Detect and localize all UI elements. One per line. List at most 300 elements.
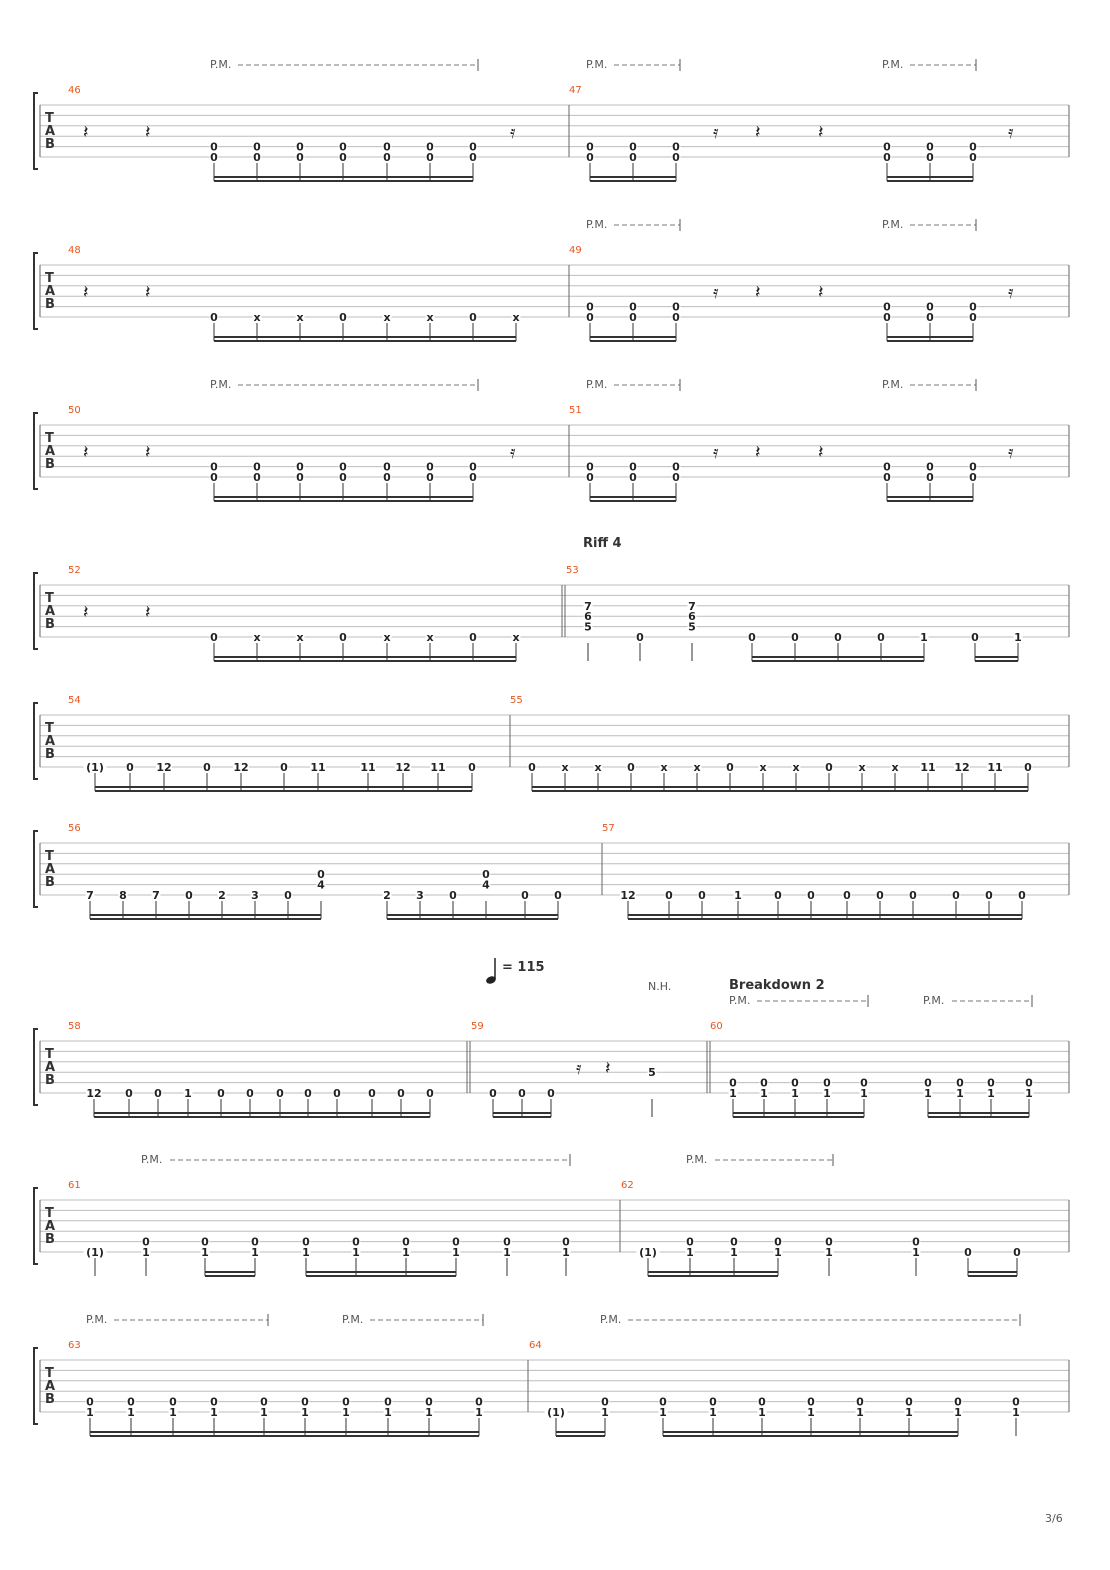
fret-number: 12 bbox=[86, 1087, 102, 1100]
fret-number: 0 bbox=[246, 1087, 254, 1100]
fret-number: 0 bbox=[726, 761, 734, 774]
palm-mute-label: P.M. bbox=[600, 1313, 622, 1326]
fret-number: 1 bbox=[912, 1246, 920, 1259]
dead-note: x bbox=[561, 761, 569, 774]
fret-number: 3 bbox=[416, 889, 424, 902]
quarter-rest-icon: 𝄽 bbox=[83, 122, 89, 143]
fret-number: 0 bbox=[317, 868, 325, 882]
dead-note: x bbox=[426, 311, 434, 324]
fret-number: 0 bbox=[636, 631, 644, 644]
fret-number: 0 bbox=[987, 1076, 995, 1090]
fret-number: 0 bbox=[304, 1087, 312, 1100]
system-bracket bbox=[34, 93, 38, 169]
tab-clef-letter: T bbox=[45, 591, 54, 606]
fret-number: 0 bbox=[825, 761, 833, 774]
measure-number: 46 bbox=[68, 85, 81, 96]
sixteenth-rest-icon: 𝄿 bbox=[713, 442, 719, 463]
fret-number: 0 bbox=[253, 140, 261, 154]
fret-number: 1 bbox=[987, 1087, 995, 1100]
sixteenth-rest-icon: 𝄿 bbox=[1008, 282, 1014, 303]
system-bracket bbox=[34, 413, 38, 489]
fret-number: 1 bbox=[956, 1087, 964, 1100]
fret-number: 0 bbox=[856, 1395, 864, 1409]
system-bracket bbox=[34, 831, 38, 907]
fret-number: 7 bbox=[584, 599, 592, 613]
fret-number: 0 bbox=[926, 140, 934, 154]
dead-note: x bbox=[512, 631, 520, 644]
tab-clef-letter: B bbox=[45, 1232, 55, 1247]
fret-number: 1 bbox=[452, 1246, 460, 1259]
fret-number: 0 bbox=[253, 151, 261, 164]
system-bracket bbox=[34, 703, 38, 779]
sixteenth-rest-icon: 𝄿 bbox=[1008, 122, 1014, 143]
fret-number: 2 bbox=[218, 889, 226, 902]
quarter-rest-icon: 𝄽 bbox=[83, 282, 89, 303]
fret-number: 0 bbox=[426, 151, 434, 164]
fret-number: 0 bbox=[791, 1076, 799, 1090]
measure-number: 47 bbox=[569, 85, 582, 96]
dead-note: x bbox=[512, 311, 520, 324]
fret-number: 1 bbox=[384, 1406, 392, 1419]
fret-number: 0 bbox=[185, 889, 193, 902]
palm-mute-label: P.M. bbox=[210, 378, 232, 391]
fret-number: 6 bbox=[584, 610, 592, 624]
fret-number: 0 bbox=[985, 889, 993, 902]
fret-number: 0 bbox=[758, 1395, 766, 1409]
fret-number: 1 bbox=[856, 1406, 864, 1419]
fret-number: 0 bbox=[339, 151, 347, 164]
fret-number: 0 bbox=[969, 311, 977, 324]
fret-number: 0 bbox=[125, 1087, 133, 1100]
dead-note: x bbox=[792, 761, 800, 774]
fret-number: 0 bbox=[547, 1087, 555, 1100]
fret-number: 1 bbox=[169, 1406, 177, 1419]
fret-number: 0 bbox=[629, 471, 637, 484]
fret-number: 0 bbox=[586, 460, 594, 474]
fret-number: 0 bbox=[468, 761, 476, 774]
fret-number: 1 bbox=[342, 1406, 350, 1419]
fret-number: 0 bbox=[1025, 1076, 1033, 1090]
fret-number: 0 bbox=[627, 761, 635, 774]
fret-number: 0 bbox=[909, 889, 917, 902]
fret-number: 0 bbox=[971, 631, 979, 644]
system-bracket bbox=[34, 253, 38, 329]
fret-number: 0 bbox=[672, 300, 680, 314]
fret-number: 0 bbox=[296, 140, 304, 154]
fret-number: 0 bbox=[672, 311, 680, 324]
tab-clef-letter: T bbox=[45, 111, 54, 126]
fret-number: 0 bbox=[969, 471, 977, 484]
fret-number: 5 bbox=[688, 620, 696, 634]
staff-system bbox=[34, 218, 1069, 341]
fret-number: 0 bbox=[426, 1087, 434, 1100]
quarter-rest-icon: 𝄽 bbox=[145, 602, 151, 623]
palm-mute-label: P.M. bbox=[882, 378, 904, 391]
fret-number: 0 bbox=[883, 151, 891, 164]
fret-number: 0 bbox=[352, 1235, 360, 1249]
fret-number: 4 bbox=[317, 878, 325, 892]
fret-number: (1) bbox=[86, 761, 104, 774]
fret-number: 0 bbox=[969, 300, 977, 314]
fret-number: 0 bbox=[296, 151, 304, 164]
fret-number: 0 bbox=[449, 889, 457, 902]
fret-number: 1 bbox=[905, 1406, 913, 1419]
quarter-rest-icon: 𝄽 bbox=[145, 282, 151, 303]
fret-number: 0 bbox=[825, 1235, 833, 1249]
fret-number: 0 bbox=[126, 761, 134, 774]
palm-mute-label: P.M. bbox=[141, 1153, 163, 1166]
fret-number: 4 bbox=[482, 878, 490, 892]
tab-clef-letter: B bbox=[45, 617, 55, 632]
fret-number: 0 bbox=[883, 460, 891, 474]
measure-number: 49 bbox=[569, 245, 582, 256]
fret-number: 1 bbox=[954, 1406, 962, 1419]
sixteenth-rest-icon: 𝄿 bbox=[713, 122, 719, 143]
fret-number: 0 bbox=[383, 151, 391, 164]
sixteenth-rest-icon: 𝄿 bbox=[1008, 442, 1014, 463]
fret-number: 0 bbox=[210, 311, 218, 324]
fret-number: 12 bbox=[233, 761, 249, 774]
fret-number: 0 bbox=[883, 140, 891, 154]
staff-system bbox=[34, 1153, 1069, 1276]
fret-number: 0 bbox=[475, 1395, 483, 1409]
fret-number: 1 bbox=[302, 1246, 310, 1259]
measure-number: 64 bbox=[529, 1340, 542, 1351]
tab-clef-letter: A bbox=[45, 734, 56, 749]
measure-number: 61 bbox=[68, 1180, 81, 1191]
fret-number: 0 bbox=[284, 889, 292, 902]
palm-mute-label: P.M. bbox=[586, 218, 608, 231]
section-riff-4: Riff 4 bbox=[583, 536, 622, 551]
measure-number: 53 bbox=[566, 565, 579, 576]
staff-system bbox=[34, 378, 1069, 501]
fret-number: 7 bbox=[152, 889, 160, 902]
fret-number: 7 bbox=[688, 599, 696, 613]
palm-mute-label: P.M. bbox=[586, 378, 608, 391]
fret-number: 0 bbox=[489, 1087, 497, 1100]
fret-number: 0 bbox=[86, 1395, 94, 1409]
fret-number: 0 bbox=[426, 471, 434, 484]
fret-number: 1 bbox=[823, 1087, 831, 1100]
quarter-note-icon bbox=[485, 958, 497, 985]
fret-number: 0 bbox=[926, 460, 934, 474]
fret-number: 0 bbox=[280, 761, 288, 774]
fret-number: 1 bbox=[734, 889, 742, 902]
fret-number: 1 bbox=[562, 1246, 570, 1259]
fret-number: 0 bbox=[601, 1395, 609, 1409]
fret-number: 0 bbox=[698, 889, 706, 902]
fret-number: 8 bbox=[119, 889, 127, 902]
staff-system bbox=[34, 1313, 1069, 1436]
fret-number: 1 bbox=[142, 1246, 150, 1259]
fret-number: 1 bbox=[1012, 1406, 1020, 1419]
tab-clef-letter: T bbox=[45, 1366, 54, 1381]
fret-number: 0 bbox=[469, 151, 477, 164]
fret-number: 0 bbox=[562, 1235, 570, 1249]
quarter-rest-icon: 𝄽 bbox=[755, 442, 761, 463]
fret-number: 0 bbox=[210, 1395, 218, 1409]
dead-note: x bbox=[426, 631, 434, 644]
system-bracket bbox=[34, 573, 38, 649]
fret-number: 1 bbox=[402, 1246, 410, 1259]
fret-number: 0 bbox=[672, 151, 680, 164]
fret-number: 0 bbox=[339, 631, 347, 644]
palm-mute-label: P.M. bbox=[923, 994, 945, 1007]
fret-number: (1) bbox=[639, 1246, 657, 1259]
fret-number: 0 bbox=[383, 460, 391, 474]
tab-clef-letter: A bbox=[45, 1219, 56, 1234]
fret-number: 0 bbox=[253, 471, 261, 484]
tab-clef-letter: A bbox=[45, 284, 56, 299]
fret-number: 0 bbox=[926, 311, 934, 324]
fret-number: 0 bbox=[384, 1395, 392, 1409]
fret-number: 0 bbox=[521, 889, 529, 902]
tempo-marking: = 115 bbox=[502, 960, 545, 975]
fret-number: 0 bbox=[333, 1087, 341, 1100]
dead-note: x bbox=[253, 311, 261, 324]
fret-number: 1 bbox=[86, 1406, 94, 1419]
palm-mute-label: P.M. bbox=[882, 58, 904, 71]
staff-system bbox=[34, 695, 1069, 791]
fret-number: 0 bbox=[629, 460, 637, 474]
palm-mute-label: P.M. bbox=[86, 1313, 108, 1326]
fret-number: 1 bbox=[1014, 631, 1022, 644]
fret-number: 0 bbox=[807, 1395, 815, 1409]
fret-number: 0 bbox=[730, 1235, 738, 1249]
fret-number: 0 bbox=[926, 300, 934, 314]
fret-number: 0 bbox=[469, 460, 477, 474]
fret-number: 0 bbox=[729, 1076, 737, 1090]
fret-number: 0 bbox=[876, 889, 884, 902]
natural-harmonic-label: N.H. bbox=[648, 980, 672, 993]
dead-note: x bbox=[383, 631, 391, 644]
tab-clef-letter: B bbox=[45, 137, 55, 152]
fret-number: 0 bbox=[469, 311, 477, 324]
fret-number: 0 bbox=[823, 1076, 831, 1090]
fret-number: 0 bbox=[672, 471, 680, 484]
fret-number: 0 bbox=[452, 1235, 460, 1249]
fret-number: 0 bbox=[554, 889, 562, 902]
measure-number: 50 bbox=[68, 405, 81, 416]
fret-number: 0 bbox=[807, 889, 815, 902]
fret-number: 0 bbox=[217, 1087, 225, 1100]
fret-number: 1 bbox=[924, 1087, 932, 1100]
fret-number: 0 bbox=[883, 311, 891, 324]
quarter-rest-icon: 𝄽 bbox=[755, 122, 761, 143]
quarter-rest-icon: 𝄽 bbox=[83, 602, 89, 623]
fret-number: 0 bbox=[518, 1087, 526, 1100]
fret-number: 0 bbox=[969, 140, 977, 154]
fret-number: 1 bbox=[210, 1406, 218, 1419]
fret-number: 1 bbox=[825, 1246, 833, 1259]
tab-clef-letter: T bbox=[45, 1206, 54, 1221]
fret-number: 0 bbox=[528, 761, 536, 774]
fret-number: 0 bbox=[339, 311, 347, 324]
fret-number: 0 bbox=[883, 300, 891, 314]
fret-number: 0 bbox=[774, 889, 782, 902]
fret-number: 0 bbox=[709, 1395, 717, 1409]
fret-number: 1 bbox=[791, 1087, 799, 1100]
tab-clef-letter: B bbox=[45, 875, 55, 890]
measure-number: 48 bbox=[68, 245, 81, 256]
fret-number: 0 bbox=[210, 631, 218, 644]
staff-system bbox=[34, 58, 1069, 181]
fret-number: 1 bbox=[425, 1406, 433, 1419]
fret-number: 11 bbox=[920, 761, 936, 774]
fret-number: 0 bbox=[952, 889, 960, 902]
fret-number: 6 bbox=[688, 610, 696, 624]
fret-number: 1 bbox=[475, 1406, 483, 1419]
fret-number: 0 bbox=[169, 1395, 177, 1409]
fret-number: 0 bbox=[302, 1235, 310, 1249]
dead-note: x bbox=[891, 761, 899, 774]
fret-number: 0 bbox=[629, 140, 637, 154]
fret-number: 1 bbox=[860, 1087, 868, 1100]
fret-number: 0 bbox=[339, 471, 347, 484]
fret-number: 1 bbox=[807, 1406, 815, 1419]
fret-number: 3 bbox=[251, 889, 259, 902]
sixteenth-rest-icon: 𝄿 bbox=[510, 442, 516, 463]
tab-clef-letter: B bbox=[45, 297, 55, 312]
fret-number: 0 bbox=[251, 1235, 259, 1249]
fret-number: 0 bbox=[924, 1076, 932, 1090]
staff-system bbox=[34, 565, 1069, 661]
section-breakdown-2: Breakdown 2 bbox=[729, 978, 825, 993]
fret-number: 0 bbox=[482, 868, 490, 882]
tab-clef-letter: A bbox=[45, 1060, 56, 1075]
tab-clef-letter: A bbox=[45, 862, 56, 877]
fret-number: 0 bbox=[586, 311, 594, 324]
staff-system bbox=[34, 823, 1069, 919]
measure-number: 56 bbox=[68, 823, 81, 834]
fret-number: 0 bbox=[956, 1076, 964, 1090]
fret-number: (1) bbox=[86, 1246, 104, 1259]
fret-number: 1 bbox=[1025, 1087, 1033, 1100]
measure-number: 60 bbox=[710, 1021, 723, 1032]
fret-number: 0 bbox=[629, 300, 637, 314]
tab-clef-letter: A bbox=[45, 444, 56, 459]
fret-number: 0 bbox=[843, 889, 851, 902]
fret-number: 0 bbox=[629, 151, 637, 164]
fret-number: 0 bbox=[912, 1235, 920, 1249]
fret-number: 0 bbox=[383, 471, 391, 484]
fret-number: 0 bbox=[964, 1246, 972, 1259]
fret-number: 0 bbox=[426, 460, 434, 474]
fret-number: 1 bbox=[730, 1246, 738, 1259]
fret-number: 1 bbox=[774, 1246, 782, 1259]
fret-number: 0 bbox=[426, 140, 434, 154]
fret-number: 0 bbox=[210, 151, 218, 164]
fret-number: 0 bbox=[127, 1395, 135, 1409]
fret-number: 11 bbox=[430, 761, 446, 774]
fret-number: 0 bbox=[791, 631, 799, 644]
fret-number: 0 bbox=[276, 1087, 284, 1100]
sixteenth-rest-icon: 𝄿 bbox=[576, 1058, 582, 1079]
measure-number: 59 bbox=[471, 1021, 484, 1032]
dead-note: x bbox=[383, 311, 391, 324]
fret-number: 0 bbox=[748, 631, 756, 644]
fret-number: 0 bbox=[342, 1395, 350, 1409]
fret-number: 0 bbox=[296, 460, 304, 474]
fret-number: 0 bbox=[1018, 889, 1026, 902]
fret-number: 1 bbox=[184, 1087, 192, 1100]
palm-mute-label: P.M. bbox=[586, 58, 608, 71]
measure-number: 51 bbox=[569, 405, 582, 416]
fret-number: 0 bbox=[586, 471, 594, 484]
quarter-rest-icon: 𝄽 bbox=[818, 442, 824, 463]
fret-number: 0 bbox=[686, 1235, 694, 1249]
fret-number: 0 bbox=[469, 631, 477, 644]
page-number: 3/6 bbox=[1045, 1512, 1063, 1525]
tab-clef-letter: A bbox=[45, 604, 56, 619]
fret-number: 0 bbox=[672, 140, 680, 154]
fret-number: 1 bbox=[601, 1406, 609, 1419]
dead-note: x bbox=[660, 761, 668, 774]
dead-note: x bbox=[858, 761, 866, 774]
fret-number: 0 bbox=[503, 1235, 511, 1249]
palm-mute-label: P.M. bbox=[686, 1153, 708, 1166]
quarter-rest-icon: 𝄽 bbox=[145, 122, 151, 143]
fret-number: 11 bbox=[360, 761, 376, 774]
fret-number: 0 bbox=[969, 460, 977, 474]
fret-number: 1 bbox=[301, 1406, 309, 1419]
sixteenth-rest-icon: 𝄿 bbox=[713, 282, 719, 303]
sixteenth-rest-icon: 𝄿 bbox=[510, 122, 516, 143]
fret-number: 0 bbox=[260, 1395, 268, 1409]
system-bracket bbox=[34, 1029, 38, 1105]
fret-number: 0 bbox=[339, 460, 347, 474]
fret-number: 1 bbox=[758, 1406, 766, 1419]
tab-clef-letter: B bbox=[45, 1073, 55, 1088]
staff-system bbox=[34, 994, 1069, 1117]
fret-number: 1 bbox=[659, 1406, 667, 1419]
fret-number: 0 bbox=[665, 889, 673, 902]
fret-number: 0 bbox=[402, 1235, 410, 1249]
fret-number: 0 bbox=[672, 460, 680, 474]
fret-number: 0 bbox=[834, 631, 842, 644]
fret-number: 0 bbox=[469, 471, 477, 484]
tab-clef-letter: A bbox=[45, 1379, 56, 1394]
fret-number: 0 bbox=[339, 140, 347, 154]
fret-number: 12 bbox=[395, 761, 411, 774]
quarter-rest-icon: 𝄽 bbox=[818, 122, 824, 143]
fret-number: 2 bbox=[383, 889, 391, 902]
fret-number: 0 bbox=[877, 631, 885, 644]
dead-note: x bbox=[594, 761, 602, 774]
fret-number: 7 bbox=[86, 889, 94, 902]
fret-number: 0 bbox=[253, 460, 261, 474]
fret-number: 0 bbox=[1013, 1246, 1021, 1259]
fret-number: 0 bbox=[774, 1235, 782, 1249]
measure-number: 55 bbox=[510, 695, 523, 706]
fret-number: 1 bbox=[201, 1246, 209, 1259]
tab-clef-letter: A bbox=[45, 124, 56, 139]
fret-number: 0 bbox=[210, 460, 218, 474]
dead-note: x bbox=[296, 311, 304, 324]
fret-number: 0 bbox=[210, 471, 218, 484]
fret-number: 0 bbox=[629, 311, 637, 324]
fret-number: 0 bbox=[1024, 761, 1032, 774]
tab-clef-letter: T bbox=[45, 1047, 54, 1062]
quarter-rest-icon: 𝄽 bbox=[145, 442, 151, 463]
tab-clef-letter: T bbox=[45, 431, 54, 446]
fret-number: 0 bbox=[586, 300, 594, 314]
fret-number: 1 bbox=[260, 1406, 268, 1419]
tab-clef-letter: B bbox=[45, 1392, 55, 1407]
fret-number: 5 bbox=[648, 1066, 656, 1080]
system-bracket bbox=[34, 1188, 38, 1264]
system-bracket bbox=[34, 1348, 38, 1424]
